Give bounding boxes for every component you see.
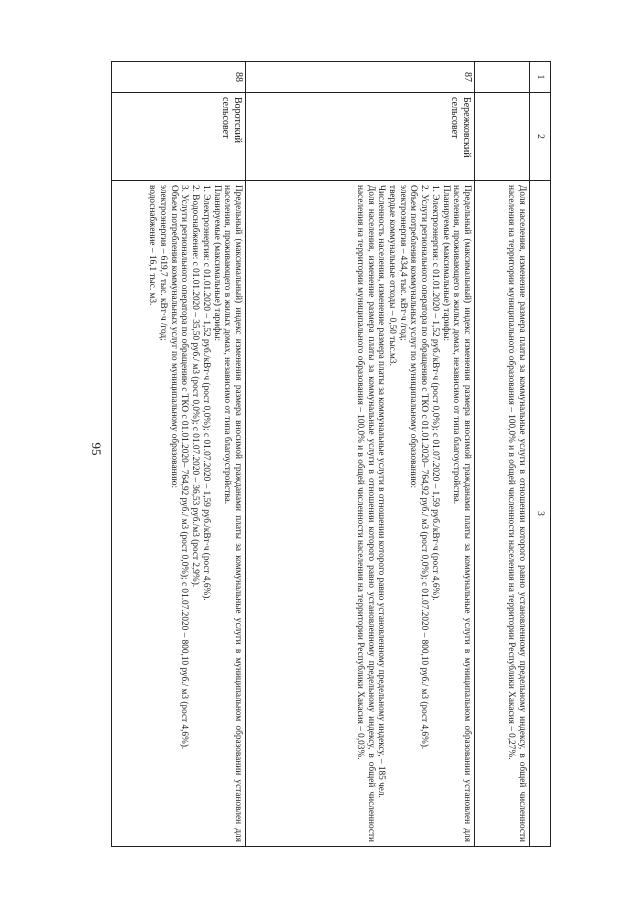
- content-line: 2. Водоснабжение: с 01.01.2020 – 35,50 руб./ м3 (рост 0,0%); с 01.07.2020 – 36,53 руб./м3 (рост 2,9%).: [190, 185, 201, 588]
- page-number: 95: [89, 442, 104, 456]
- content-line: твердые коммунальные отходы – 0,50 тыс.м3.: [387, 185, 398, 366]
- content-line: 2. Услуги регионального оператора по обращению с ТКО с 01.01.2020– 764,92 руб./ м3 (рост 0,0%); с 01.07.2020 – 800,10 руб./ м3 (рост 4,6%).: [419, 185, 430, 750]
- header-col-3: 3: [530, 181, 551, 847]
- row-number-cell: 87: [246, 62, 475, 93]
- content-line: Доля населения, изменение размера платы за коммунальные услуги в отношении которого равно установленному предельному индексу, в общей численности населения на территории муниципального образования – 100,0% и в общей численности населения на территории Республики Хакасия – 0,03%.: [354, 185, 376, 842]
- content-line: электроэнергия – 619,7 тыс. кВт·ч /год;: [158, 185, 169, 341]
- table-row: [112, 62, 246, 847]
- content-line: Доля населения, изменение размера платы за коммунальные услуги в отношении которого равно установленному предельному индексу, в общей численности населения на территории муниципального образования – 100,0% и в общей численности населения на территории Республики Хакасия – 0,27%.: [506, 185, 527, 842]
- header-col-1: 1: [530, 62, 551, 93]
- content-line: Предельный (максимальный) индекс изменения размера вносимой гражданами платы за коммунальные услуги в муниципальном образовании установлен для населения, проживающего в жилых домах, независимо от типа благоустройства.: [451, 185, 472, 842]
- row-name-cell: [475, 93, 530, 181]
- row-number-cell: [475, 62, 530, 93]
- content-line: Планируемые (максимальные) тарифы:: [211, 185, 222, 342]
- row-content-cell: [475, 181, 530, 847]
- content-line: водоснабжение – 16,1 тыс. м3.: [147, 185, 158, 306]
- content-line: Численность населения, изменение размера платы за коммунальные услуги в отношении которого равно установленному предельному индексу, – 185 чел.: [376, 185, 387, 798]
- content-line: 3. Услуги регионального оператора по обращению с ТКО с 01.01.2020– 764,92 руб./ м3 (рост 0,0%); с 01.07.2020 – 800,10 руб./ м3 (рост 4,6%).: [179, 185, 190, 750]
- row-name-cell: Бережковский сельсовет: [246, 93, 475, 181]
- rotated-table-container: [111, 61, 551, 847]
- content-line: Объем потребления коммунальных услуг по муниципальному образованию:: [168, 185, 179, 489]
- table-row-continuation: [475, 62, 530, 847]
- content-line: 1. Электроэнергия: с 01.01.2020 – 1,52 руб./кВт·ч (рост 0,0%); с 01.07.2020 – 1,59 руб./кВт·ч (рост 4,6%).: [429, 185, 440, 601]
- header-col-2: 2: [530, 93, 551, 181]
- table-row: [246, 62, 475, 847]
- content-line: Предельный (максимальный) индекс изменения размера вносимой гражданами платы за коммунальные услуги в муниципальном образовании установлен для населения, проживающего в жилых домах, независимо от типа благоустройства.: [222, 185, 243, 842]
- document-table: [111, 61, 551, 847]
- content-line: Объем потребления коммунальных услуг по муниципальному образованию:: [408, 185, 419, 489]
- row-content-cell: [112, 181, 246, 847]
- row-content-cell: [246, 181, 475, 847]
- header-row: [530, 62, 551, 847]
- content-line: электроэнергия – 434,4 тыс. кВт·ч /год;: [397, 185, 408, 341]
- content-line: 1. Электроэнергия: с 01.01.2020 – 1,52 руб./кВт·ч (рост 0,0%); с 01.07.2020 – 1,59 руб./кВт·ч (рост 4,6%).: [200, 185, 211, 601]
- content-line: Планируемые (максимальные) тарифы:: [440, 185, 451, 342]
- row-name-cell: Воротский сельсовет: [112, 93, 246, 181]
- row-number-cell: 88: [112, 62, 246, 93]
